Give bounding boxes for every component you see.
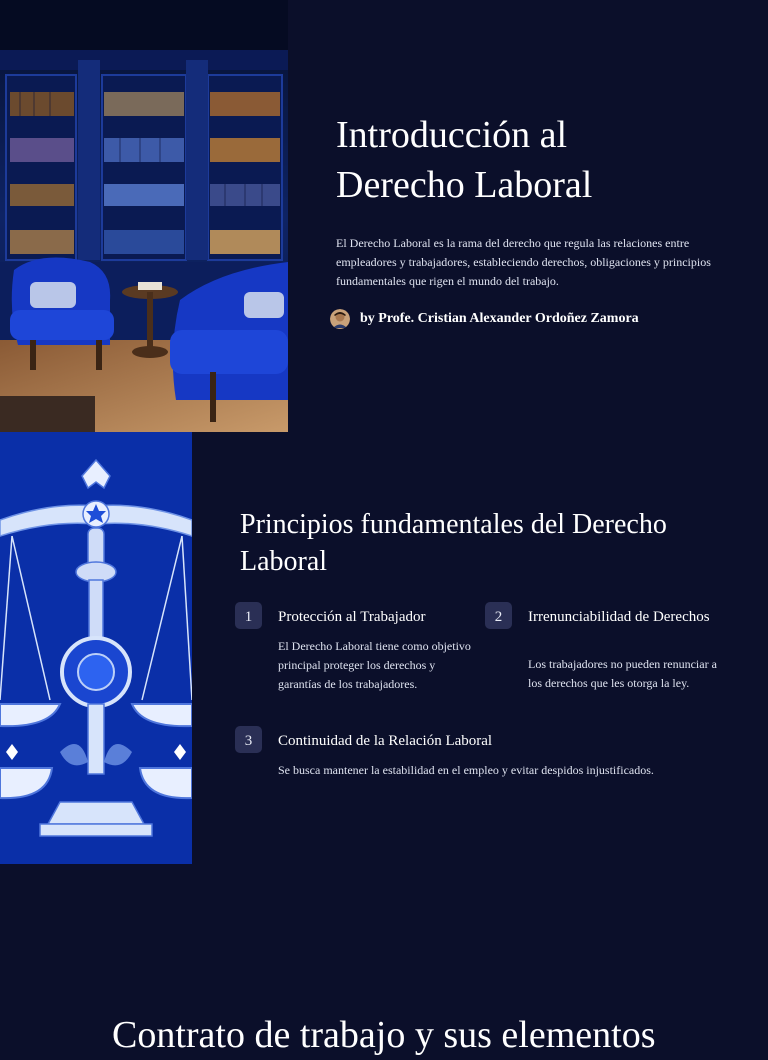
principle-title: Protección al Trabajador [278,609,426,625]
principle-title: Irrenunciabilidad de Derechos [528,609,710,625]
intro-title-line1: Introducción al [336,114,568,156]
author-credit[interactable] [330,309,639,329]
principle-item-2 [485,602,725,702]
justice-scale-image [0,432,192,864]
principle-number-badge: 3 [235,726,262,753]
principle-description: Se busca mantener la estabilidad en el empleo y evitar despidos injustificados. [278,763,654,777]
contract-slide-title: Contrato de trabajo y sus elementos [112,1014,656,1056]
principles-slide [0,432,768,864]
intro-description: El Derecho Laboral es la rama del derecho que regula las relaciones entre empleadores y trabajadores, estableciendo derechos, obligaciones y principios fundamentales que rigen el mundo del trabajo. [336,236,711,288]
avatar[interactable] [330,309,350,329]
intro-title [336,110,736,210]
principle-number-badge: 1 [235,602,262,629]
principle-item-3 [235,726,715,786]
principles-title: Principios fundamentales del Derecho Laboral [240,509,667,577]
intro-text-block [336,110,736,291]
principle-description: El Derecho Laboral tiene como objetivo principal proteger los derechos y garantías de los trabajadores. [278,639,471,691]
principle-item-1 [235,602,475,702]
principle-number-badge: 2 [485,602,512,629]
intro-title-line2: Derecho Laboral [336,164,593,206]
author-name[interactable]: by Profe. Cristian Alexander Ordoñez Zamora [360,311,639,326]
principle-title: Continuidad de la Relación Laboral [278,733,493,749]
library-room-image [0,0,288,432]
principle-description: Los trabajadores no pueden renunciar a los derechos que les otorga la ley. [528,657,717,690]
intro-slide [0,0,768,432]
